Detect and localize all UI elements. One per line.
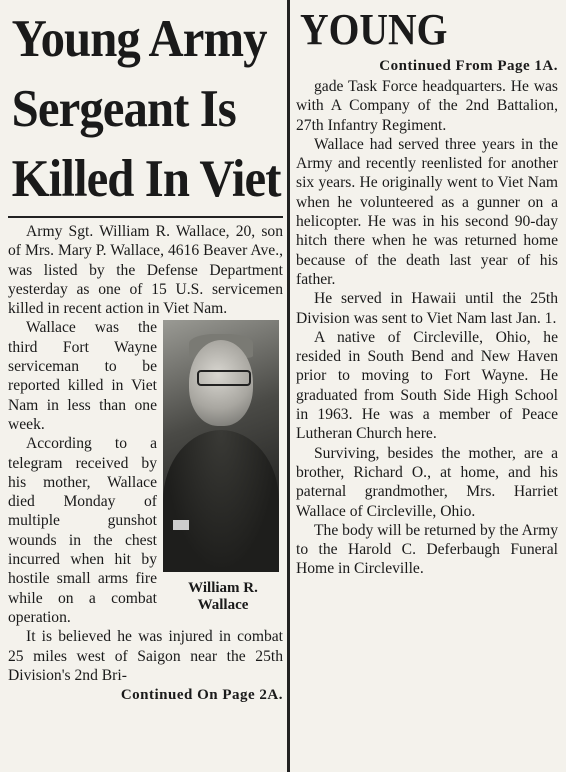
headline-line-1: Young Army xyxy=(11,10,267,68)
article-body-left xyxy=(8,222,283,685)
photo-caption xyxy=(163,580,283,614)
article-body-right xyxy=(296,77,558,579)
paragraph: A native of Circleville, Ohio, he resided in South Bend and New Haven prior to moving to Fort Wayne. He graduated from South Side High School in 1963. He was a member of Peace Lutheran Church here. xyxy=(296,328,558,443)
right-column xyxy=(296,0,558,772)
paragraph: He served in Hawaii until the 25th Division was sent to Viet Nam last Jan. 1. xyxy=(296,290,558,327)
caption-line-1: William R. xyxy=(188,580,258,597)
headline-line-3: Killed In Viet xyxy=(11,150,281,208)
continued-from-page: Continued From Page 1A. xyxy=(379,58,558,74)
paragraph: Surviving, besides the mother, are a brother, Richard O., at home, and his paternal grandmother, Mrs. Harriet Wallace of Circleville, Ohio. xyxy=(296,444,558,520)
paragraph: It is believed he was injured in combat 25 miles west of Saigon near the 25th Division's 2nd Bri- xyxy=(8,628,283,684)
left-column xyxy=(8,0,283,772)
paragraph: Wallace had served three years in the Army and recently reenlisted for another six years. He originally went to Viet Nam when he volunteered as a gunner on a helicopter. He was in his second 90-day hitch there when he was returned home because of the death last year of his father. xyxy=(296,135,558,288)
photo-block xyxy=(163,320,283,614)
photo-nametag xyxy=(173,520,189,530)
portrait-photo xyxy=(163,320,279,572)
paragraph: According to a telegram received by his mother, Wallace died Monday of multiple gunshot wounds in the chest incurred when hit by hostile small arms fire while on a combat operation. xyxy=(8,435,157,626)
headline-line-2: Sergeant Is xyxy=(11,80,236,138)
jump-headline: YOUNG xyxy=(300,5,448,54)
paragraph: Wallace was the third Fort Wayne serviceman to be reported killed in Viet Nam in less than one week. xyxy=(8,319,157,433)
column-divider xyxy=(287,0,290,772)
caption-line-2: Wallace xyxy=(197,597,249,614)
paragraph: Army Sgt. William R. Wallace, 20, son of Mrs. Mary P. Wallace, 4616 Beaver Ave., was listed by the Defense Department yesterday as one of 15 U.S. servicemen killed in recent action in Viet Nam. xyxy=(8,223,283,318)
headline-rule xyxy=(8,216,283,218)
paragraph: gade Task Force headquarters. He was with A Company of the 2nd Battalion, 27th Infantry Regiment. xyxy=(296,78,558,134)
continued-on-page: Continued On Page 2A. xyxy=(120,687,283,704)
photo-shoulders xyxy=(163,430,279,572)
photo-glasses xyxy=(197,370,251,386)
paragraph: The body will be returned by the Army to the Harold C. Deferbaugh Funeral Home in Circleville. xyxy=(296,521,558,578)
